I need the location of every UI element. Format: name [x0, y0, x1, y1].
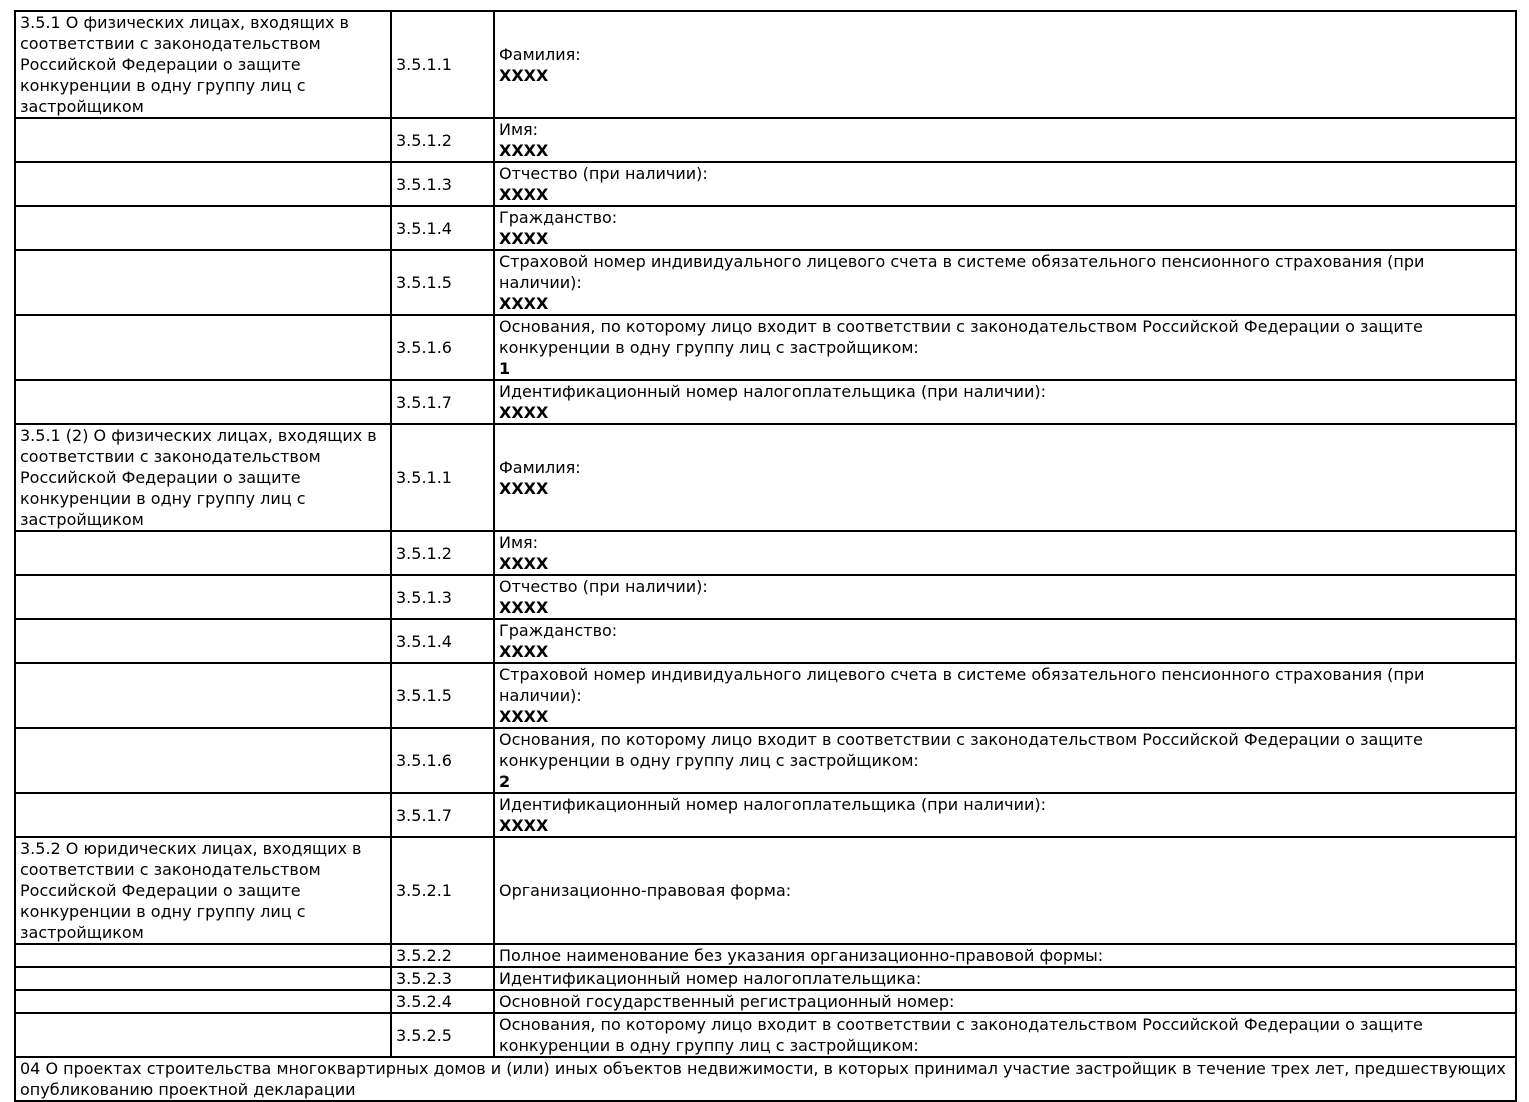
item-code-cell: [391, 162, 494, 206]
field-value: XXXX: [499, 403, 549, 422]
field-cell: [494, 793, 1516, 837]
item-code: 3.5.2.1: [396, 881, 452, 900]
item-code-cell: [391, 575, 494, 619]
section-description-cell: [15, 663, 391, 728]
section-description-cell: [15, 250, 391, 315]
field-cell: [494, 967, 1516, 990]
item-code: 3.5.1.6: [396, 338, 452, 357]
item-code: 3.5.1.5: [396, 273, 452, 292]
section-description-cell: [15, 619, 391, 663]
field-cell: [494, 837, 1516, 944]
table-row: [15, 619, 1516, 663]
field-cell: [494, 206, 1516, 250]
field-label: Идентификационный номер налогоплательщика:: [499, 969, 922, 988]
field-value: XXXX: [499, 185, 549, 204]
item-code: 3.5.1.7: [396, 392, 452, 412]
field-label: Полное наименование без указания организационно-правовой формы:: [499, 946, 1104, 965]
item-code-cell: [391, 315, 494, 380]
table-row: [15, 11, 1516, 118]
field-cell: [494, 990, 1516, 1013]
field-label: Организационно-правовая форма:: [499, 881, 792, 900]
item-code-cell: [391, 728, 494, 793]
field-cell: [494, 118, 1516, 162]
field-cell: [494, 531, 1516, 575]
field-label: Основания, по которому лицо входит в соответствии с законодательством Российской Федерации о защите конкуренции в одну группу лиц с застройщиком:: [499, 317, 1423, 357]
item-code: 3.5.1.3: [396, 174, 452, 194]
field-label: Фамилия:: [499, 44, 581, 64]
item-code: 3.5.1.7: [396, 805, 452, 825]
section-description-cell: [15, 1013, 391, 1057]
table-row: [15, 837, 1516, 944]
item-code-cell: [391, 793, 494, 837]
item-code: 3.5.1.1: [396, 55, 452, 74]
section-description-cell: [15, 944, 391, 967]
section-description-cell: [15, 728, 391, 793]
field-label: Гражданство:: [499, 208, 618, 227]
table-row: [15, 944, 1516, 967]
table-row: [15, 663, 1516, 728]
section-description-cell: [15, 424, 391, 531]
field-value: XXXX: [499, 229, 549, 248]
field-value: XXXX: [499, 65, 549, 85]
field-cell: [494, 944, 1516, 967]
field-value: XXXX: [499, 554, 549, 573]
table-row: [15, 424, 1516, 531]
field-label: Страховой номер индивидуального лицевого счета в системе обязательного пенсионного страхования (при наличии):: [499, 665, 1425, 705]
item-code: 3.5.2.5: [396, 1025, 452, 1045]
field-label: Отчество (при наличии):: [499, 164, 708, 183]
item-code-cell: [391, 619, 494, 663]
field-cell: [494, 11, 1516, 118]
field-value: XXXX: [499, 707, 549, 726]
item-code-cell: [391, 118, 494, 162]
item-code-cell: [391, 250, 494, 315]
item-code-cell: [391, 11, 494, 118]
item-code-cell: [391, 1013, 494, 1057]
section-description-cell: [15, 162, 391, 206]
field-value: XXXX: [499, 141, 549, 160]
item-code: 3.5.1.2: [396, 130, 452, 150]
section-description-cell: [15, 967, 391, 990]
table-row: [15, 728, 1516, 793]
item-code: 3.5.2.2: [396, 946, 452, 965]
item-code: 3.5.1.4: [396, 218, 452, 238]
table-row: [15, 967, 1516, 990]
field-value: XXXX: [499, 598, 549, 617]
field-cell: [494, 575, 1516, 619]
field-label: Основания, по которому лицо входит в соответствии с законодательством Российской Федерации о защите конкуренции в одну группу лиц с застройщиком:: [499, 1015, 1423, 1055]
section-description-cell: [15, 118, 391, 162]
field-label: Основной государственный регистрационный номер:: [499, 992, 955, 1011]
table-row: [15, 162, 1516, 206]
table-row: [15, 315, 1516, 380]
item-code-cell: [391, 380, 494, 424]
item-code-cell: [391, 206, 494, 250]
field-label: Гражданство:: [499, 621, 618, 640]
field-value: 2: [499, 772, 511, 791]
section-description: 3.5.1 (2) О физических лицах, входящих в соответствии с законодательством Российской Федерации о защите конкуренции в одну группу лиц с застройщиком: [20, 426, 377, 529]
field-label: Страховой номер индивидуального лицевого счета в системе обязательного пенсионного страхования (при наличии):: [499, 252, 1425, 292]
table-row: [15, 793, 1516, 837]
field-cell: [494, 380, 1516, 424]
declaration-table-footer-body: [15, 1057, 1516, 1101]
section-description-cell: [15, 575, 391, 619]
item-code: 3.5.1.3: [396, 587, 452, 607]
declaration-table-body: [15, 11, 1516, 1057]
field-value: XXXX: [499, 816, 549, 835]
table-row: [15, 118, 1516, 162]
item-code: 3.5.2.3: [396, 969, 452, 988]
item-code: 3.5.2.4: [396, 992, 452, 1011]
section-description-cell: [15, 206, 391, 250]
section-description: 3.5.2 О юридических лицах, входящих в соответствии с законодательством Российской Федерации о защите конкуренции в одну группу лиц с застройщиком: [20, 839, 362, 942]
item-code-cell: [391, 944, 494, 967]
section-description-cell: [15, 837, 391, 944]
section-description-cell: [15, 315, 391, 380]
item-code-cell: [391, 424, 494, 531]
table-row: [15, 531, 1516, 575]
field-cell: [494, 1013, 1516, 1057]
section-footer-row: [15, 1057, 1516, 1101]
section-description-cell: [15, 990, 391, 1013]
item-code-cell: [391, 531, 494, 575]
field-label: Идентификационный номер налогоплательщика (при наличии):: [499, 795, 1047, 814]
section-04-heading: 04 О проектах строительства многоквартирных домов и (или) иных объектов недвижимости, в которых принимал участие застройщик в течение трех лет, предшествующих опубликованию проектной декларации: [15, 1057, 1516, 1101]
section-description-cell: [15, 11, 391, 118]
field-value: XXXX: [499, 642, 549, 661]
item-code: 3.5.1.5: [396, 686, 452, 705]
item-code-cell: [391, 837, 494, 944]
field-label: Имя:: [499, 533, 539, 552]
table-row: [15, 575, 1516, 619]
item-code: 3.5.1.4: [396, 631, 452, 651]
item-code-cell: [391, 967, 494, 990]
field-cell: [494, 315, 1516, 380]
field-cell: [494, 619, 1516, 663]
field-cell: [494, 250, 1516, 315]
field-label: Основания, по которому лицо входит в соответствии с законодательством Российской Федерации о защите конкуренции в одну группу лиц с застройщиком:: [499, 730, 1423, 770]
item-code: 3.5.1.2: [396, 543, 452, 563]
field-value: 1: [499, 359, 511, 378]
field-label: Идентификационный номер налогоплательщика (при наличии):: [499, 382, 1047, 401]
table-row: [15, 1013, 1516, 1057]
item-code-cell: [391, 990, 494, 1013]
item-code-cell: [391, 663, 494, 728]
item-code: 3.5.1.1: [396, 468, 452, 487]
field-cell: [494, 663, 1516, 728]
field-value: XXXX: [499, 294, 549, 313]
field-cell: [494, 162, 1516, 206]
item-code: 3.5.1.6: [396, 751, 452, 770]
table-row: [15, 990, 1516, 1013]
field-cell: [494, 424, 1516, 531]
table-row: [15, 380, 1516, 424]
field-cell: [494, 728, 1516, 793]
field-label: Имя:: [499, 120, 539, 139]
table-row: [15, 206, 1516, 250]
section-description-cell: [15, 380, 391, 424]
section-description-cell: [15, 531, 391, 575]
declaration-table: [14, 10, 1517, 1102]
table-row: [15, 250, 1516, 315]
section-description: 3.5.1 О физических лицах, входящих в соответствии с законодательством Российской Федерации о защите конкуренции в одну группу лиц с застройщиком: [20, 13, 349, 116]
section-description-cell: [15, 793, 391, 837]
field-label: Отчество (при наличии):: [499, 577, 708, 596]
field-value: XXXX: [499, 478, 549, 498]
field-label: Фамилия:: [499, 457, 581, 477]
